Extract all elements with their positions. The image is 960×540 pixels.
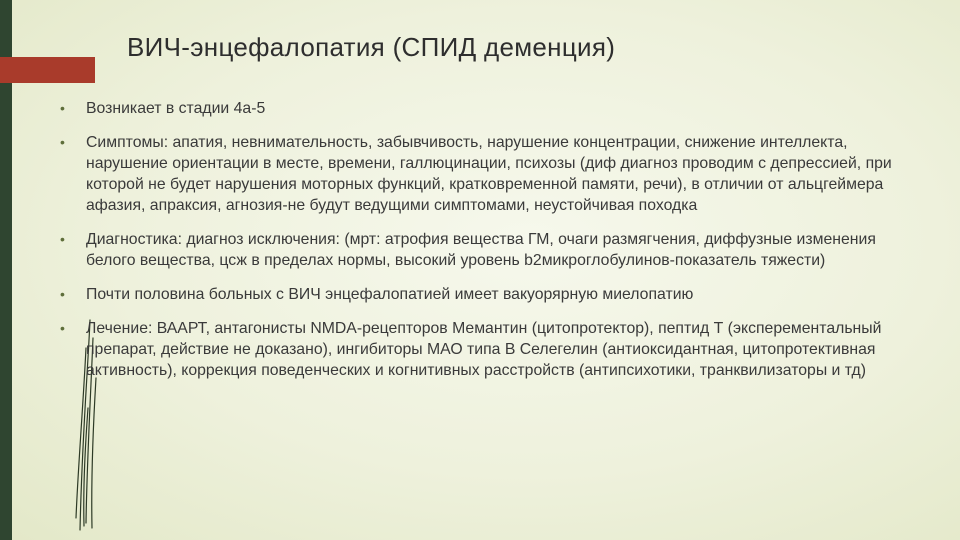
bullet-item — [60, 318, 905, 381]
bullet-marker: • — [60, 320, 65, 336]
bullet-text: Возникает в стадии 4а-5 — [86, 100, 266, 117]
bullet-item — [60, 284, 905, 305]
slide-title: ВИЧ-энцефалопатия (СПИД деменция) — [127, 32, 616, 62]
bullet-marker: • — [60, 286, 65, 302]
bullet-item — [60, 132, 905, 216]
bullet-text: Почти половина больных с ВИЧ энцефалопатией имеет вакуорярную миелопатию — [86, 286, 694, 303]
bullet-text: Лечение: ВААРТ, антагонисты NMDA-рецепторов Мемантин (цитопротектор), пептид Т (эксперементальный препарат, действие не доказано), ингибиторы МАО типа В Селегелин (антиоксидантная, цитопротективная активность), коррекция поведенческих и когнитивных расстройств (антипсихотики, транквилизаторы и тд) — [86, 320, 882, 379]
bullet-text: Симптомы: апатия, невнимательность, забывчивость, нарушение концентрации, снижение интеллекта, нарушение ориентации в месте, времени, галлюцинации, психозы (диф диагноз проводим с депрессией, при которой не будет нарушения моторных функций, кратковременной памяти, речи), в отличии от альцгеймера афазия, апраксия, агнозия-не будут ведущими симптомами, неустойчивая походка — [86, 134, 892, 214]
bullet-item — [60, 98, 905, 119]
bullet-list — [60, 98, 905, 381]
bullet-marker: • — [60, 100, 65, 116]
title-accent-bar — [0, 57, 95, 83]
bullet-text: Диагностика: диагноз исключения: (мрт: атрофия вещества ГМ, очаги размягчения, диффузные изменения белого вещества, цсж в пределах нормы, высокий уровень b2микроглобулинов-показатель тяжести) — [86, 231, 876, 269]
bullet-marker: • — [60, 231, 65, 247]
bullet-marker: • — [60, 134, 65, 150]
bullet-item — [60, 229, 905, 271]
